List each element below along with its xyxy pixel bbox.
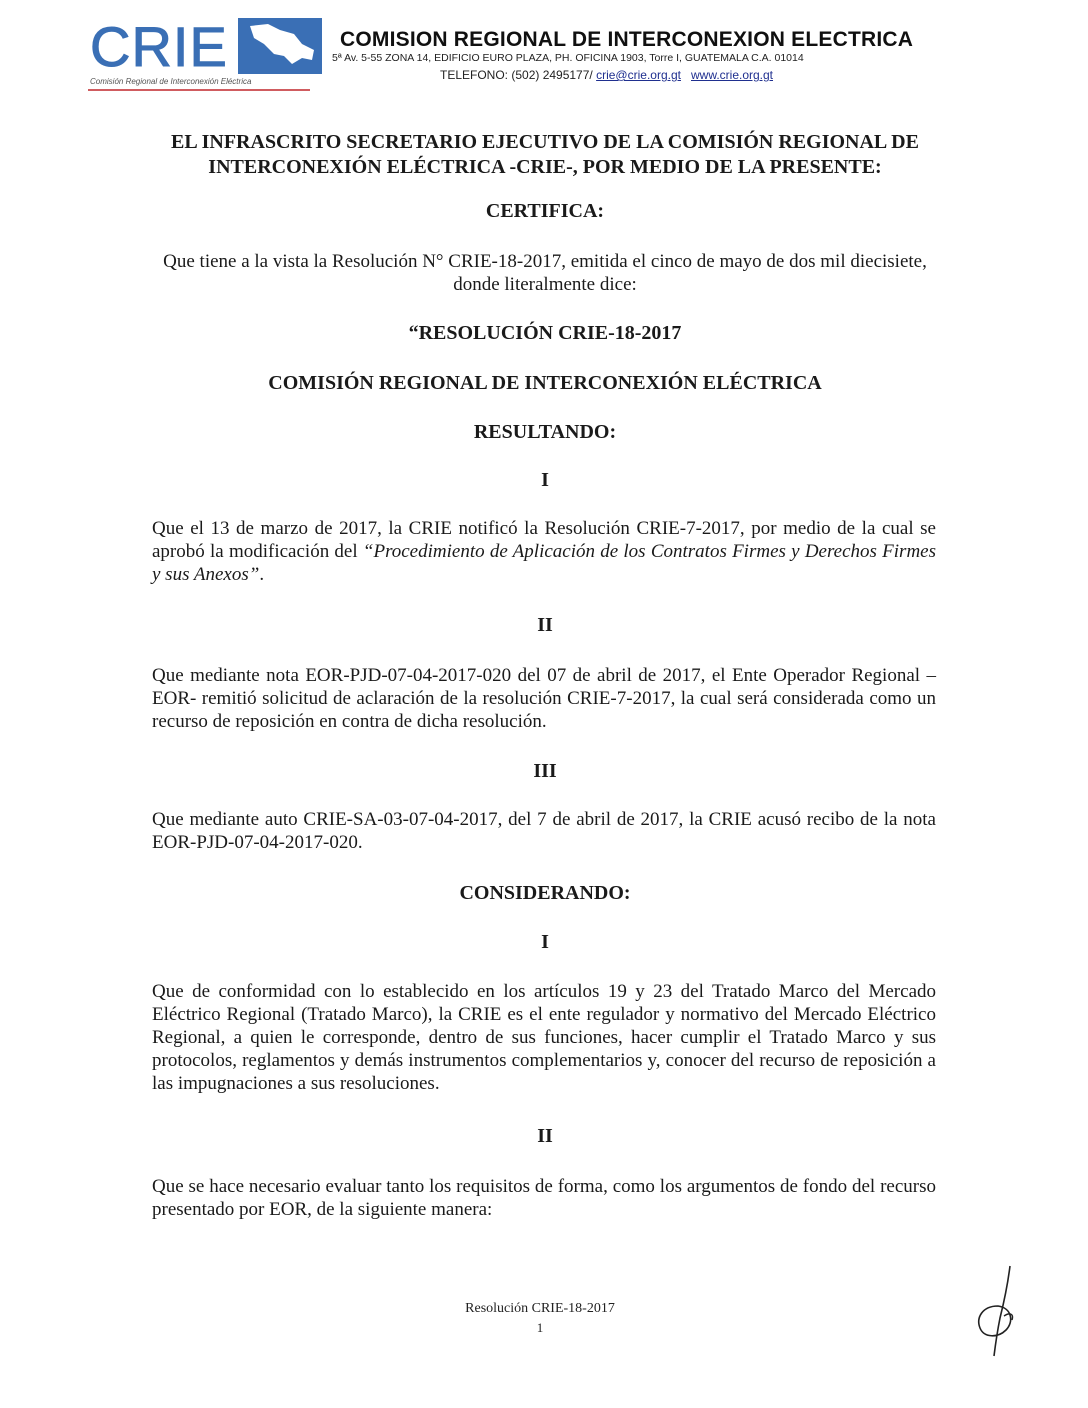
considerando-numeral: II	[537, 1125, 553, 1147]
footer-title: Resolución CRIE-18-2017	[465, 1301, 615, 1316]
considerando-numeral: I	[541, 931, 549, 953]
phone-label: TELEFONO: (502) 2495177/	[440, 68, 593, 82]
signature-initial	[968, 1262, 1028, 1362]
procedure-title: “Procedimiento de Aplicación de los Contratos Firmes y Derechos Firmes y sus Anexos”	[152, 541, 936, 585]
resultando-heading: RESULTANDO:	[473, 421, 617, 443]
website-link[interactable]: www.crie.org.gt	[690, 68, 774, 82]
considerando-paragraph: Que de conformidad con lo establecido en los artículos 19 y 23 del Tratado Marco del Mercado Eléctrico Regional (Tratado Marco), la CRIE es el ente regulador y normativo del Mercado Eléctrico Regional, a quien le corresponde, dentro de sus funciones, hacer cumplir el Tratado Marco y sus protocolos, reglamentos y demás instrumentos complementarios y, conocer del recurso de reposición a las impugnaciones a sus resoluciones.	[152, 981, 936, 1094]
paragraph-text-end: .	[259, 564, 265, 585]
logo-text: CRIE	[90, 15, 228, 78]
crie-logo	[88, 14, 328, 94]
resultando-paragraph: Que mediante auto CRIE-SA-03-07-04-2017, del 7 de abril de 2017, la CRIE acusó recibo de la nota EOR-PJD-07-04-2017-020.	[152, 809, 936, 853]
considerando-heading: CONSIDERANDO:	[459, 882, 631, 904]
intro-heading: EL INFRASCRITO SECRETARIO EJECUTIVO DE LA COMISIÓN REGIONAL DE INTERCONEXIÓN ELÉCTRICA -CRIE-, POR MEDIO DE LA PRESENTE:	[171, 131, 919, 178]
paragraph-text: Que el 13 de marzo de 2017, la CRIE notificó la Resolución CRIE-7-2017, por medio de la cual se aprobó la modificación del	[152, 518, 936, 562]
organization-contact	[440, 68, 960, 82]
email-link[interactable]: crie@crie.org.gt	[596, 68, 681, 82]
resultando-paragraph	[152, 517, 936, 586]
considerando-paragraph: Que se hace necesario evaluar tanto los requisitos de forma, como los argumentos de fondo del recurso presentado por EOR, de la siguiente manera:	[152, 1176, 936, 1220]
commission-title: COMISIÓN REGIONAL DE INTERCONEXIÓN ELÉCTRICA	[268, 372, 822, 394]
certifica-heading: CERTIFICA:	[485, 200, 605, 222]
page-number: 1	[536, 1320, 544, 1335]
resolution-title: “RESOLUCIÓN CRIE-18-2017	[408, 322, 682, 344]
intro-paragraph: Que tiene a la vista la Resolución N° CRIE-18-2017, emitida el cinco de mayo de dos mil diecisiete, donde literalmente dice:	[163, 251, 927, 295]
organization-name: COMISION REGIONAL DE INTERCONEXION ELECTRICA	[340, 28, 914, 51]
organization-address: 5ª Av. 5-55 ZONA 14, EDIFICIO EURO PLAZA, PH. OFICINA 1903, Torre I, GUATEMALA C.A. 01014	[332, 52, 804, 64]
logo-subtitle: Comisión Regional de Interconexión Eléctrica	[90, 77, 252, 86]
resultando-numeral: III	[533, 760, 557, 782]
resultando-numeral: I	[541, 469, 549, 491]
resultando-numeral: II	[537, 614, 553, 636]
resultando-paragraph: Que mediante nota EOR-PJD-07-04-2017-020 del 07 de abril de 2017, el Ente Operador Regional – EOR- remitió solicitud de aclaración de la resolución CRIE-7-2017, la cual será considerada como un recurso de reposición en contra de dicha resolución.	[152, 665, 936, 732]
